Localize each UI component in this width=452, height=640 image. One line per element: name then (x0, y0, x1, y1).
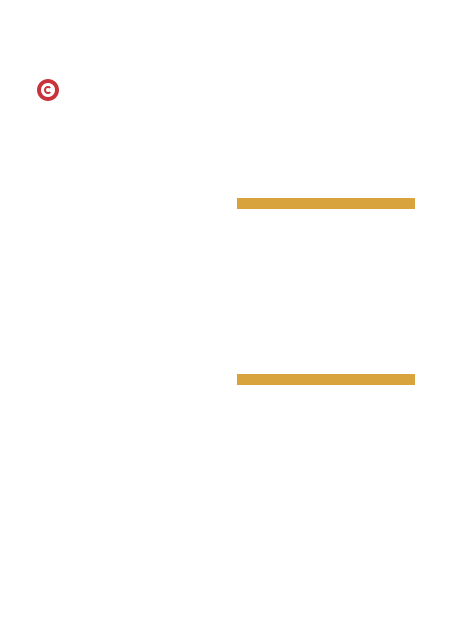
table-user-profile (237, 198, 415, 209)
table-information-type-header (237, 374, 415, 385)
table-information-type (237, 374, 415, 385)
chamber-logo-icon (37, 79, 59, 101)
table-user-profile-header (237, 198, 415, 209)
